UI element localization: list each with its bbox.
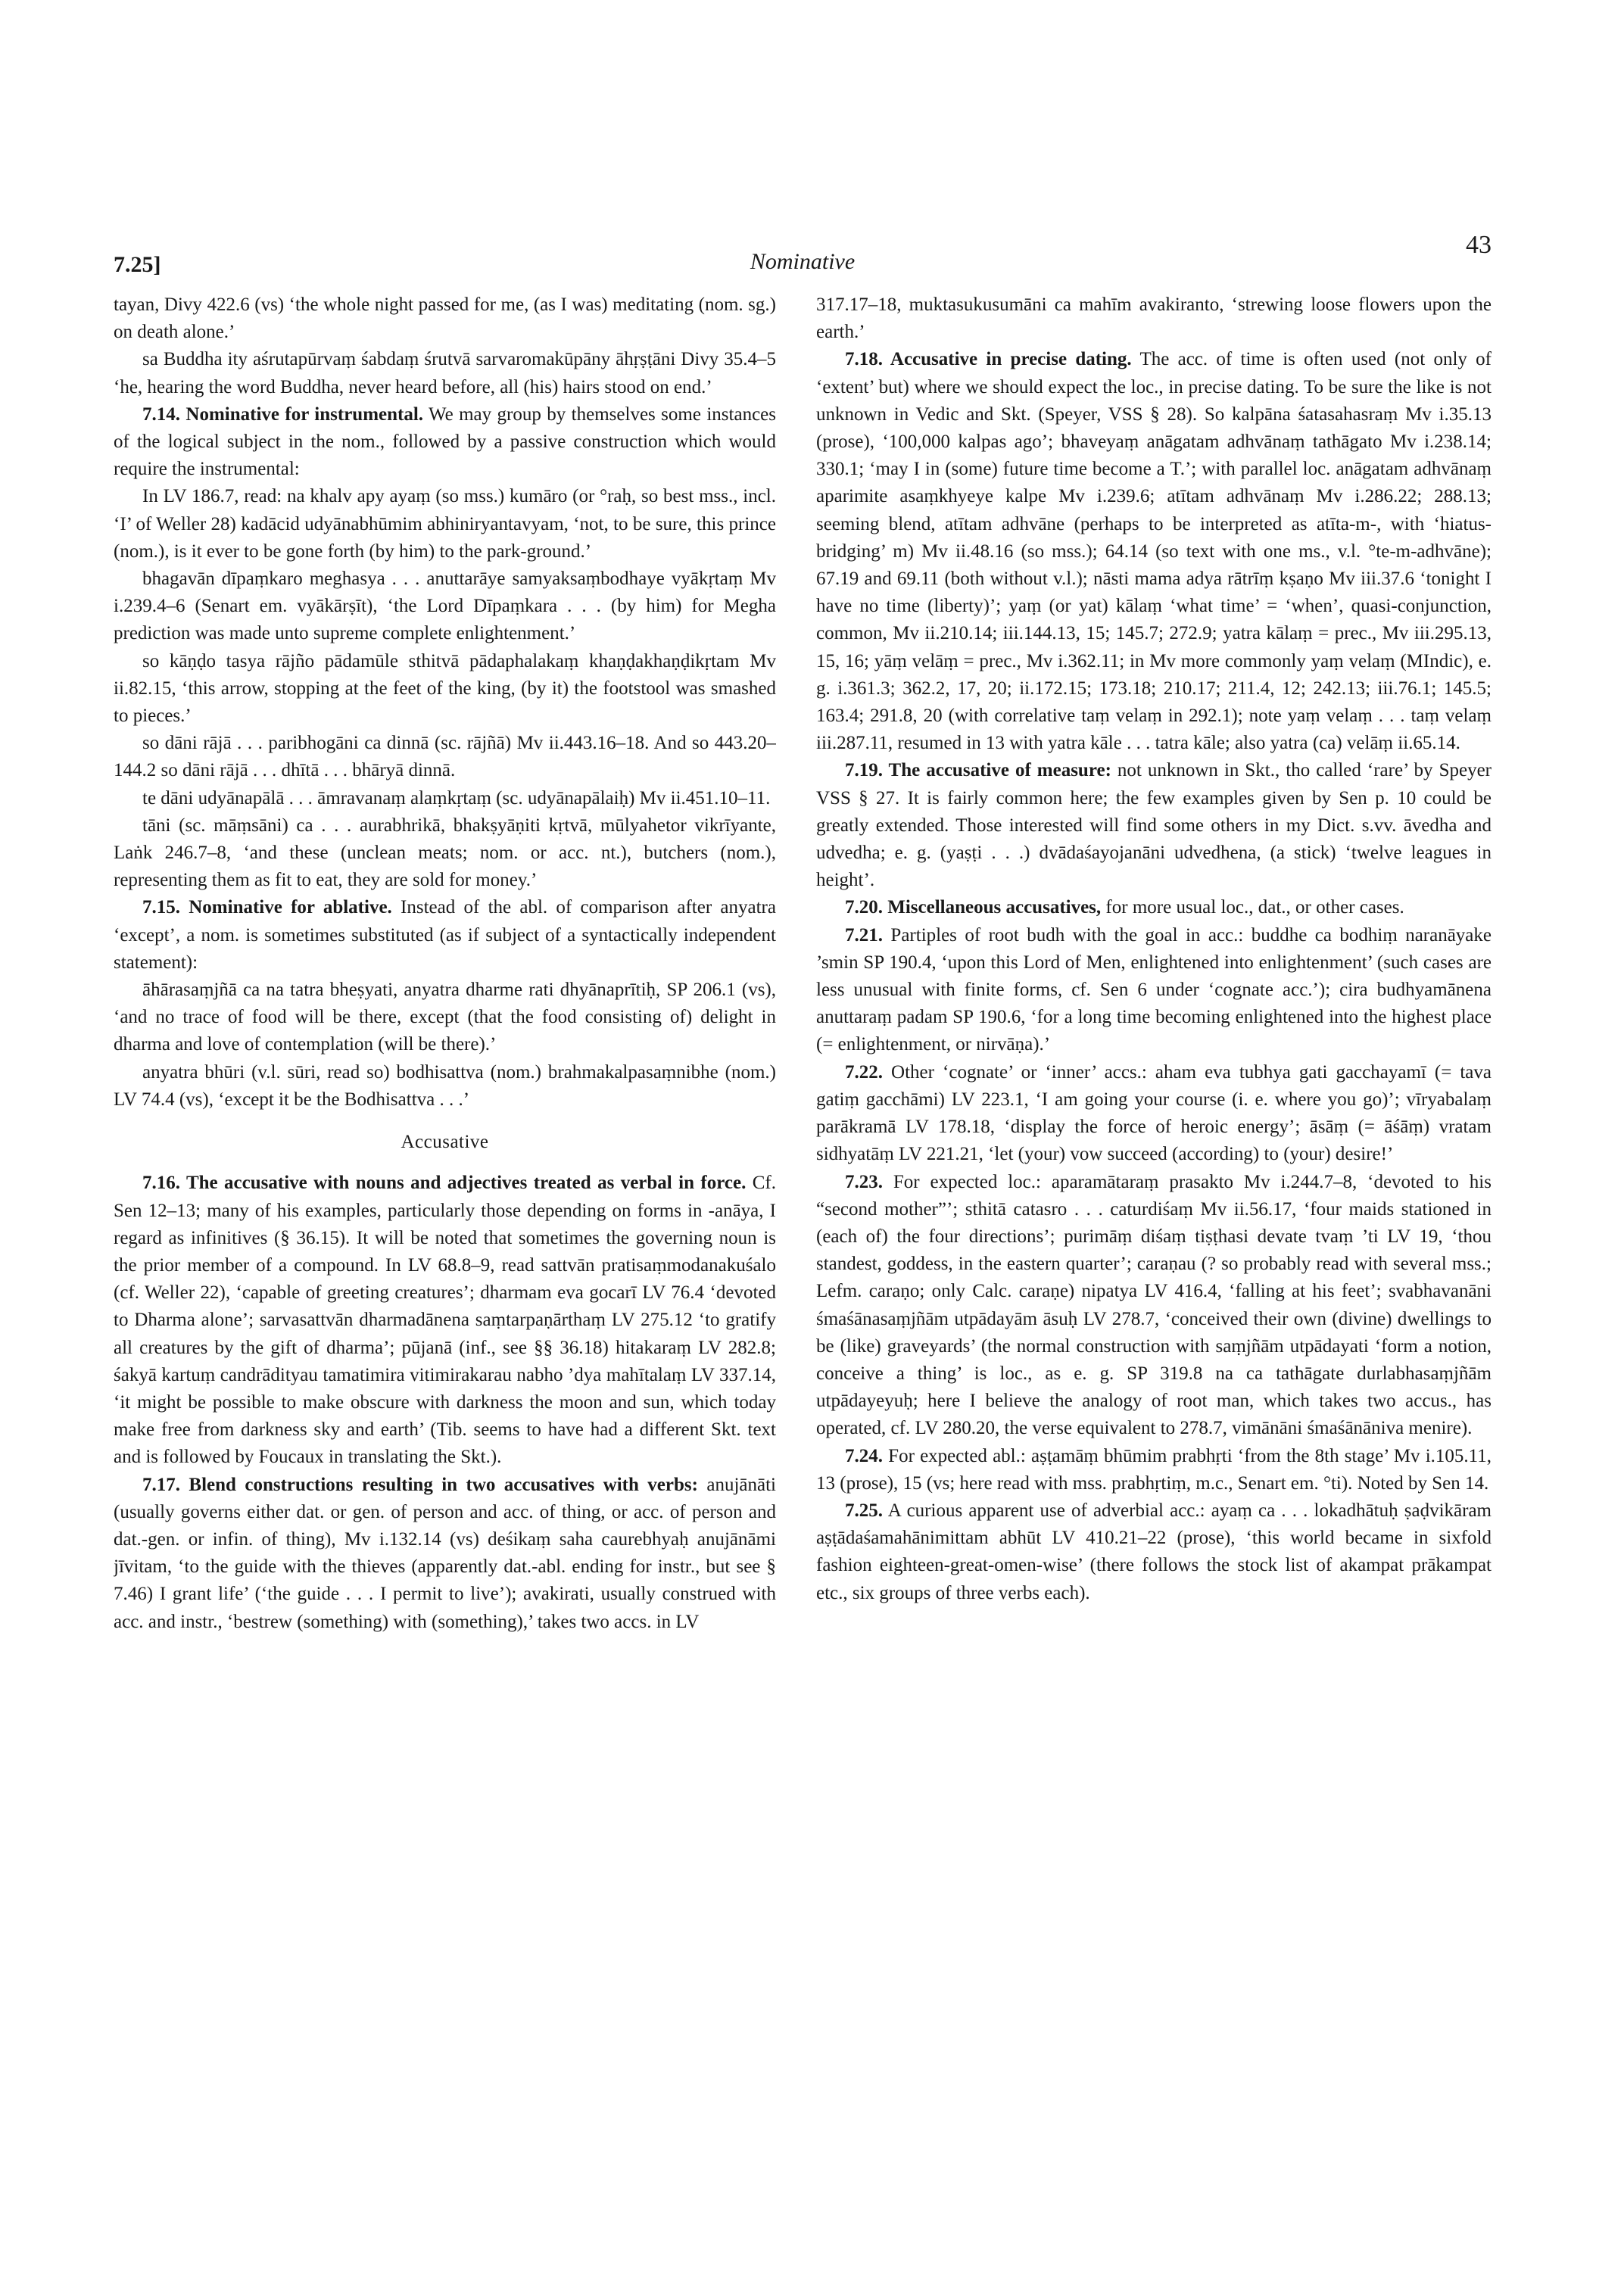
- section-label: 7.24.: [845, 1445, 883, 1466]
- paragraph: [816, 1443, 1492, 1497]
- page-number: 43: [1466, 231, 1492, 259]
- paragraph-text: sa Buddha ity aśrutapūrvaṃ śabdaṃ śrutvā sarvaromakūpāny āhṛṣṭāni Divy 35.4–5 ‘he, hearing the word Buddha, never heard before, all (his) hairs stood on end.’: [114, 349, 776, 397]
- section-label: 7.22.: [845, 1061, 883, 1083]
- paragraph: [114, 977, 776, 1059]
- paragraph-text: so kāṇḍo tasya rājño pādamūle sthitvā pādaphalakaṃ khaṇḍakhaṇḍikṛtam Mv ii.82.15, ‘this arrow, stopping at the feet of the king, (by it) the footstool was smashed to pieces.’: [114, 650, 776, 727]
- section-label: 7.19. The accusative of measure:: [845, 760, 1111, 781]
- paragraph-text: 317.17–18, muktasukusumāni ca mahīm avakiranto, ‘strewing loose flowers upon the earth.’: [816, 294, 1492, 343]
- section-label: 7.23.: [845, 1171, 883, 1192]
- running-header: [114, 231, 1492, 277]
- paragraph: [816, 1059, 1492, 1169]
- paragraph: [114, 346, 776, 400]
- paragraph-text: anyatra bhūri (v.l. sūri, read so) bodhisattva (nom.) brahmakalpasaṃnibhe (nom.) LV 74.4 (vs), ‘except it be the Bodhisattva . . .’: [114, 1061, 776, 1110]
- section-label: 7.25.: [845, 1500, 883, 1521]
- section-label: 7.18. Accusative in precise dating.: [845, 349, 1132, 370]
- paragraph: [816, 894, 1492, 921]
- paragraph: [114, 483, 776, 565]
- paragraph: [114, 730, 776, 784]
- paragraph-text: tayan, Divy 422.6 (vs) ‘the whole night passed for me, (as I was) meditating (nom. sg.) on death alone.’: [114, 294, 776, 343]
- running-title: Nominative: [750, 249, 856, 274]
- paragraph-text: Cf. Sen 12–13; many of his examples, particularly those depending on forms in -anāya, I regard as infinitives (§ 36.15). It will be noted that sometimes the governing noun is the prior member of a compound. In LV 68.8–9, read sattvān pratisaṃmodanakuśalo (cf. Weller 22), ‘capable of greeting creatures’; dharmam eva gocarī LV 76.4 ‘devoted to Dharma alone’; sarvasattvān dharmadānena saṃtarpaṇārthaṃ LV 275.12 ‘to gratify all creatures by the gift of dharma’; pūjanā (inf., see §§ 36.18) hitakaraṃ LV 282.8; śakyā kartuṃ candrādityau tamatimira vitimirakarau nabho ’dya mahītalaṃ LV 337.14, ‘it might be possible to make obscure with darkness the moon and sun, which today make free from darkness sky and earth’ (Tib. seems to have had a different Skt. text and is followed by Foucaux in translating the Skt.).: [114, 1173, 776, 1468]
- section-label: 7.20. Miscellaneous accusatives,: [845, 897, 1102, 918]
- paragraph-text: We may group by themselves some instances of the logical subject in the nom., followed by a passive construction which would require the instrumental:: [114, 403, 776, 480]
- paragraph: [114, 648, 776, 731]
- section-label: 7.14. Nominative for instrumental.: [142, 403, 424, 425]
- section-label: 7.21.: [845, 924, 883, 946]
- paragraph-text: anujānāti (usually governs either dat. or gen. of person and acc. of thing, or acc. of person and dat.-gen. or infin. of thing), Mv i.132.14 (vs) deśikaṃ saha caurebhyaḥ anujānāmi jīvitam, ‘to the guide with the thieves (apparently dat.-abl. ending for instr., but see § 7.46) I grant life’ (‘the guide . . . I permit to live’); avakirati, usually construed with acc. and instr., ‘bestrew (something) with (something),’ takes two accs. in LV: [114, 1474, 776, 1632]
- section-label: 7.17. Blend constructions resulting in two accusatives with verbs:: [142, 1474, 698, 1495]
- paragraph: [114, 812, 776, 895]
- paragraph-text: āhārasaṃjñā ca na tatra bheṣyati, anyatra dharme rati dhyānaprītiḥ, SP 206.1 (vs), ‘and no trace of food will be there, except (that the food consisting of) delight in dharma and love of contemplation (will be there).’: [114, 980, 776, 1055]
- paragraph-text: For expected abl.: aṣṭamāṃ bhūmim prabhṛti ‘from the 8th stage’ Mv i.105.11, 13 (prose), 15 (vs; here read with mss. prabhṛtiṃ, m.c., Senart em. °ti). Noted by Sen 14.: [816, 1445, 1492, 1494]
- paragraph-text: In LV 186.7, read: na khalv apy ayaṃ (so mss.) kumāro (or °raḥ, so best mss., incl. ‘I’ of Weller 28) kadācid udyānabhūmim abhiniryantavyam, ‘not, to be sure, this prince (nom.), is it ever to be gone forth (by him) to the park-ground.’: [114, 486, 776, 562]
- paragraph-text: Instead of the abl. of comparison after anyatra ‘except’, a nom. is sometimes substituted (as if subject of a syntactically independent statement):: [114, 897, 776, 973]
- paragraph: [816, 922, 1492, 1059]
- paragraph: [816, 1497, 1492, 1607]
- paragraph: [114, 1059, 776, 1114]
- paragraph-text: A curious apparent use of adverbial acc.: ayaṃ ca . . . lokadhātuḥ ṣaḍvikāram aṣṭādaśamahānimittam abhūt LV 410.21–22 (prose), ‘this world became in sixfold fashion eighteen-great-omen-wise’ (there follows the stock list of akampat prākampat etc., six groups of three verbs each).: [816, 1500, 1492, 1603]
- paragraph-text: Other ‘cognate’ or ‘inner’ accs.: aham eva tubhya gati gacchayamī (= tava gatiṃ gacchāmi) LV 223.1, ‘I am going your course (i. e. where you go)’; vīryabalaṃ parākramā LV 178.18, ‘display the force of heroic energy’; āsāṃ (= āśāṃ) vratam sidhyatāṃ LV 221.21, ‘let (your) vow succeed (according) to (your) desire!’: [816, 1061, 1492, 1165]
- right-column: [816, 291, 1492, 2260]
- paragraph-text: For expected loc.: aparamātaraṃ prasakto Mv i.244.7–8, ‘devoted to his “second mother”’; sthitā catasro . . . caturdiśaṃ Mv ii.56.17, ‘four maids stationed in (each of) the four directions’; purimāṃ diśaṃ tiṣṭhasi devate tvaṃ ’ti LV 19, ‘thou standest, goddess, in the eastern quarter’; caraṇau (? so probably read with several mss.; Lefm. caraṇo; only Calc. caraṇe) nipatya LV 416.4, ‘falling at his feet’; svabhavanāni śmaśānasaṃjñām utpādayām āsuḥ LV 278.7, ‘conceived their own (divine) dwellings to be (like) graveyards’ (the normal construction with saṃjñām utpādayati ‘form a notion, conceive a thing’ is loc., as e. g. SP 319.8 na ca tathāgate durlabhasaṃjñām utpādayeyuḥ; here I believe the analogy of root man, which takes two accus., has operated, cf. LV 280.20, the verse equivalent to 278.7, vimānāni śmaśānāniva menire).: [816, 1171, 1492, 1439]
- section-heading: [114, 1129, 776, 1156]
- paragraph-text: not unknown in Skt., tho called ‘rare’ by Speyer VSS § 27. It is fairly common here; the few examples given by Sen p. 10 could be greatly extended. Those interested will find some others in my Dict. s.vv. āvedha and udvedha; e. g. (yaṣṭi . . .) dvādaśayojanāni udvedhena, (a stick) ‘twelve leagues in height’.: [816, 760, 1492, 891]
- left-column: [114, 291, 776, 2260]
- section-label: 7.16. The accusative with nouns and adjectives treated as verbal in force.: [142, 1173, 747, 1194]
- paragraph: [114, 1170, 776, 1471]
- section-range: 7.25]: [114, 252, 161, 277]
- paragraph-text: Partiples of root budh with the goal in acc.: buddhe ca bodhiṃ naranāyake ’smin SP 190.4, ‘upon this Lord of Men, enlightened into enlightenment’ (such cases are less unusual with finite forms, cf. Sen 6 under ‘cognate acc.’); cira budhyamānena anuttaraṃ padam SP 190.6, ‘for a long time becoming enlightened into the highest place (= enlightenment, or nirvāṇa).’: [816, 924, 1492, 1055]
- paragraph-text: tāni (sc. māṃsāni) ca . . . aurabhrikā, bhakṣyāṇiti kṛtvā, mūlyahetor vikrīyante, Laṅk 246.7–8, ‘and these (unclean meats; nom. or acc. nt.), butchers (nom.), representing them as fit to eat, they are sold for money.’: [114, 815, 776, 891]
- paragraph-text: Accusative: [401, 1132, 489, 1153]
- paragraph-text: so dāni rājā . . . paribhogāni ca dinnā (sc. rājñā) Mv ii.443.16–18. And so 443.20–144.2 so dāni rājā . . . dhītā . . . bhāryā dinnā.: [114, 733, 776, 781]
- paragraph: [114, 894, 776, 977]
- paragraph: [816, 1169, 1492, 1443]
- paragraph-text: The acc. of time is often used (not only of ‘extent’ but) where we should expect the loc., in precise dating. To be sure the like is not unknown in Vedic and Skt. (Speyer, VSS § 28). So kalpāna śatasahasraṃ Mv i.35.13 (prose), ‘100,000 kalpas ago’; bhaveyaṃ anāgatam adhvānaṃ tathāgato Mv i.238.14; 330.1; ‘may I in (some) future time become a T.’; with parallel loc. anāgatam adhvānaṃ aparimite asaṃkhyeye kalpe Mv i.239.6; atītam adhvānaṃ Mv i.286.22; 288.13; seeming blend, atītam adhvāne (perhaps to be interpreted as atīta-m-, with ‘hiatus-bridging’ m) Mv ii.48.16 (so mss.); 64.14 (so text with one ms., v.l. °te-m-adhvāne); 67.19 and 69.11 (both without v.l.); nāsti mama adya rātrīṃ kṣaṇo Mv iii.37.6 ‘tonight I have no time (liberty)’; yaṃ (or yat) kālaṃ ‘what time’ = ‘when’, quasi-conjunction, common, Mv ii.210.14; iii.144.13, 15; 145.7; 272.9; yatra kālaṃ = prec., Mv iii.295.13, 15, 16; yāṃ velāṃ = prec., Mv i.362.11; in Mv more commonly yaṃ velaṃ (MIndic), e. g. i.361.3; 362.2, 17, 20; ii.172.15; 173.18; 210.17; 211.4, 12; 242.13; iii.76.1; 145.5; 163.4; 291.8, 20 (with correlative taṃ velaṃ in 292.1); note yaṃ velaṃ . . . taṃ velaṃ iii.287.11, resumed in 13 with yatra kāle . . . tatra kāle; also yatra (ca) velāṃ ii.65.14.: [816, 349, 1492, 754]
- paragraph: [114, 565, 776, 648]
- paragraph: [114, 401, 776, 484]
- paragraph: [816, 346, 1492, 757]
- paragraph-text: bhagavān dīpaṃkaro meghasya . . . anuttarāye samyaksaṃbodhaye vyākṛtaṃ Mv i.239.4–6 (Senart em. vyākārṣīt), ‘the Lord Dīpaṃkara . . . (by him) for Megha prediction was made unto supreme complete enlightenment.’: [114, 569, 776, 644]
- paragraph: [816, 757, 1492, 894]
- paragraph-text: for more usual loc., dat., or other cases.: [1101, 897, 1404, 918]
- paragraph-text: te dāni udyānapālā . . . āmravanaṃ alaṃkṛtaṃ (sc. udyānapālaiḥ) Mv ii.451.10–11.: [142, 787, 771, 808]
- paragraph: [114, 291, 776, 346]
- paragraph: [114, 785, 776, 812]
- paragraph: [816, 291, 1492, 346]
- paragraph: [114, 1472, 776, 1636]
- section-label: 7.15. Nominative for ablative.: [142, 897, 392, 918]
